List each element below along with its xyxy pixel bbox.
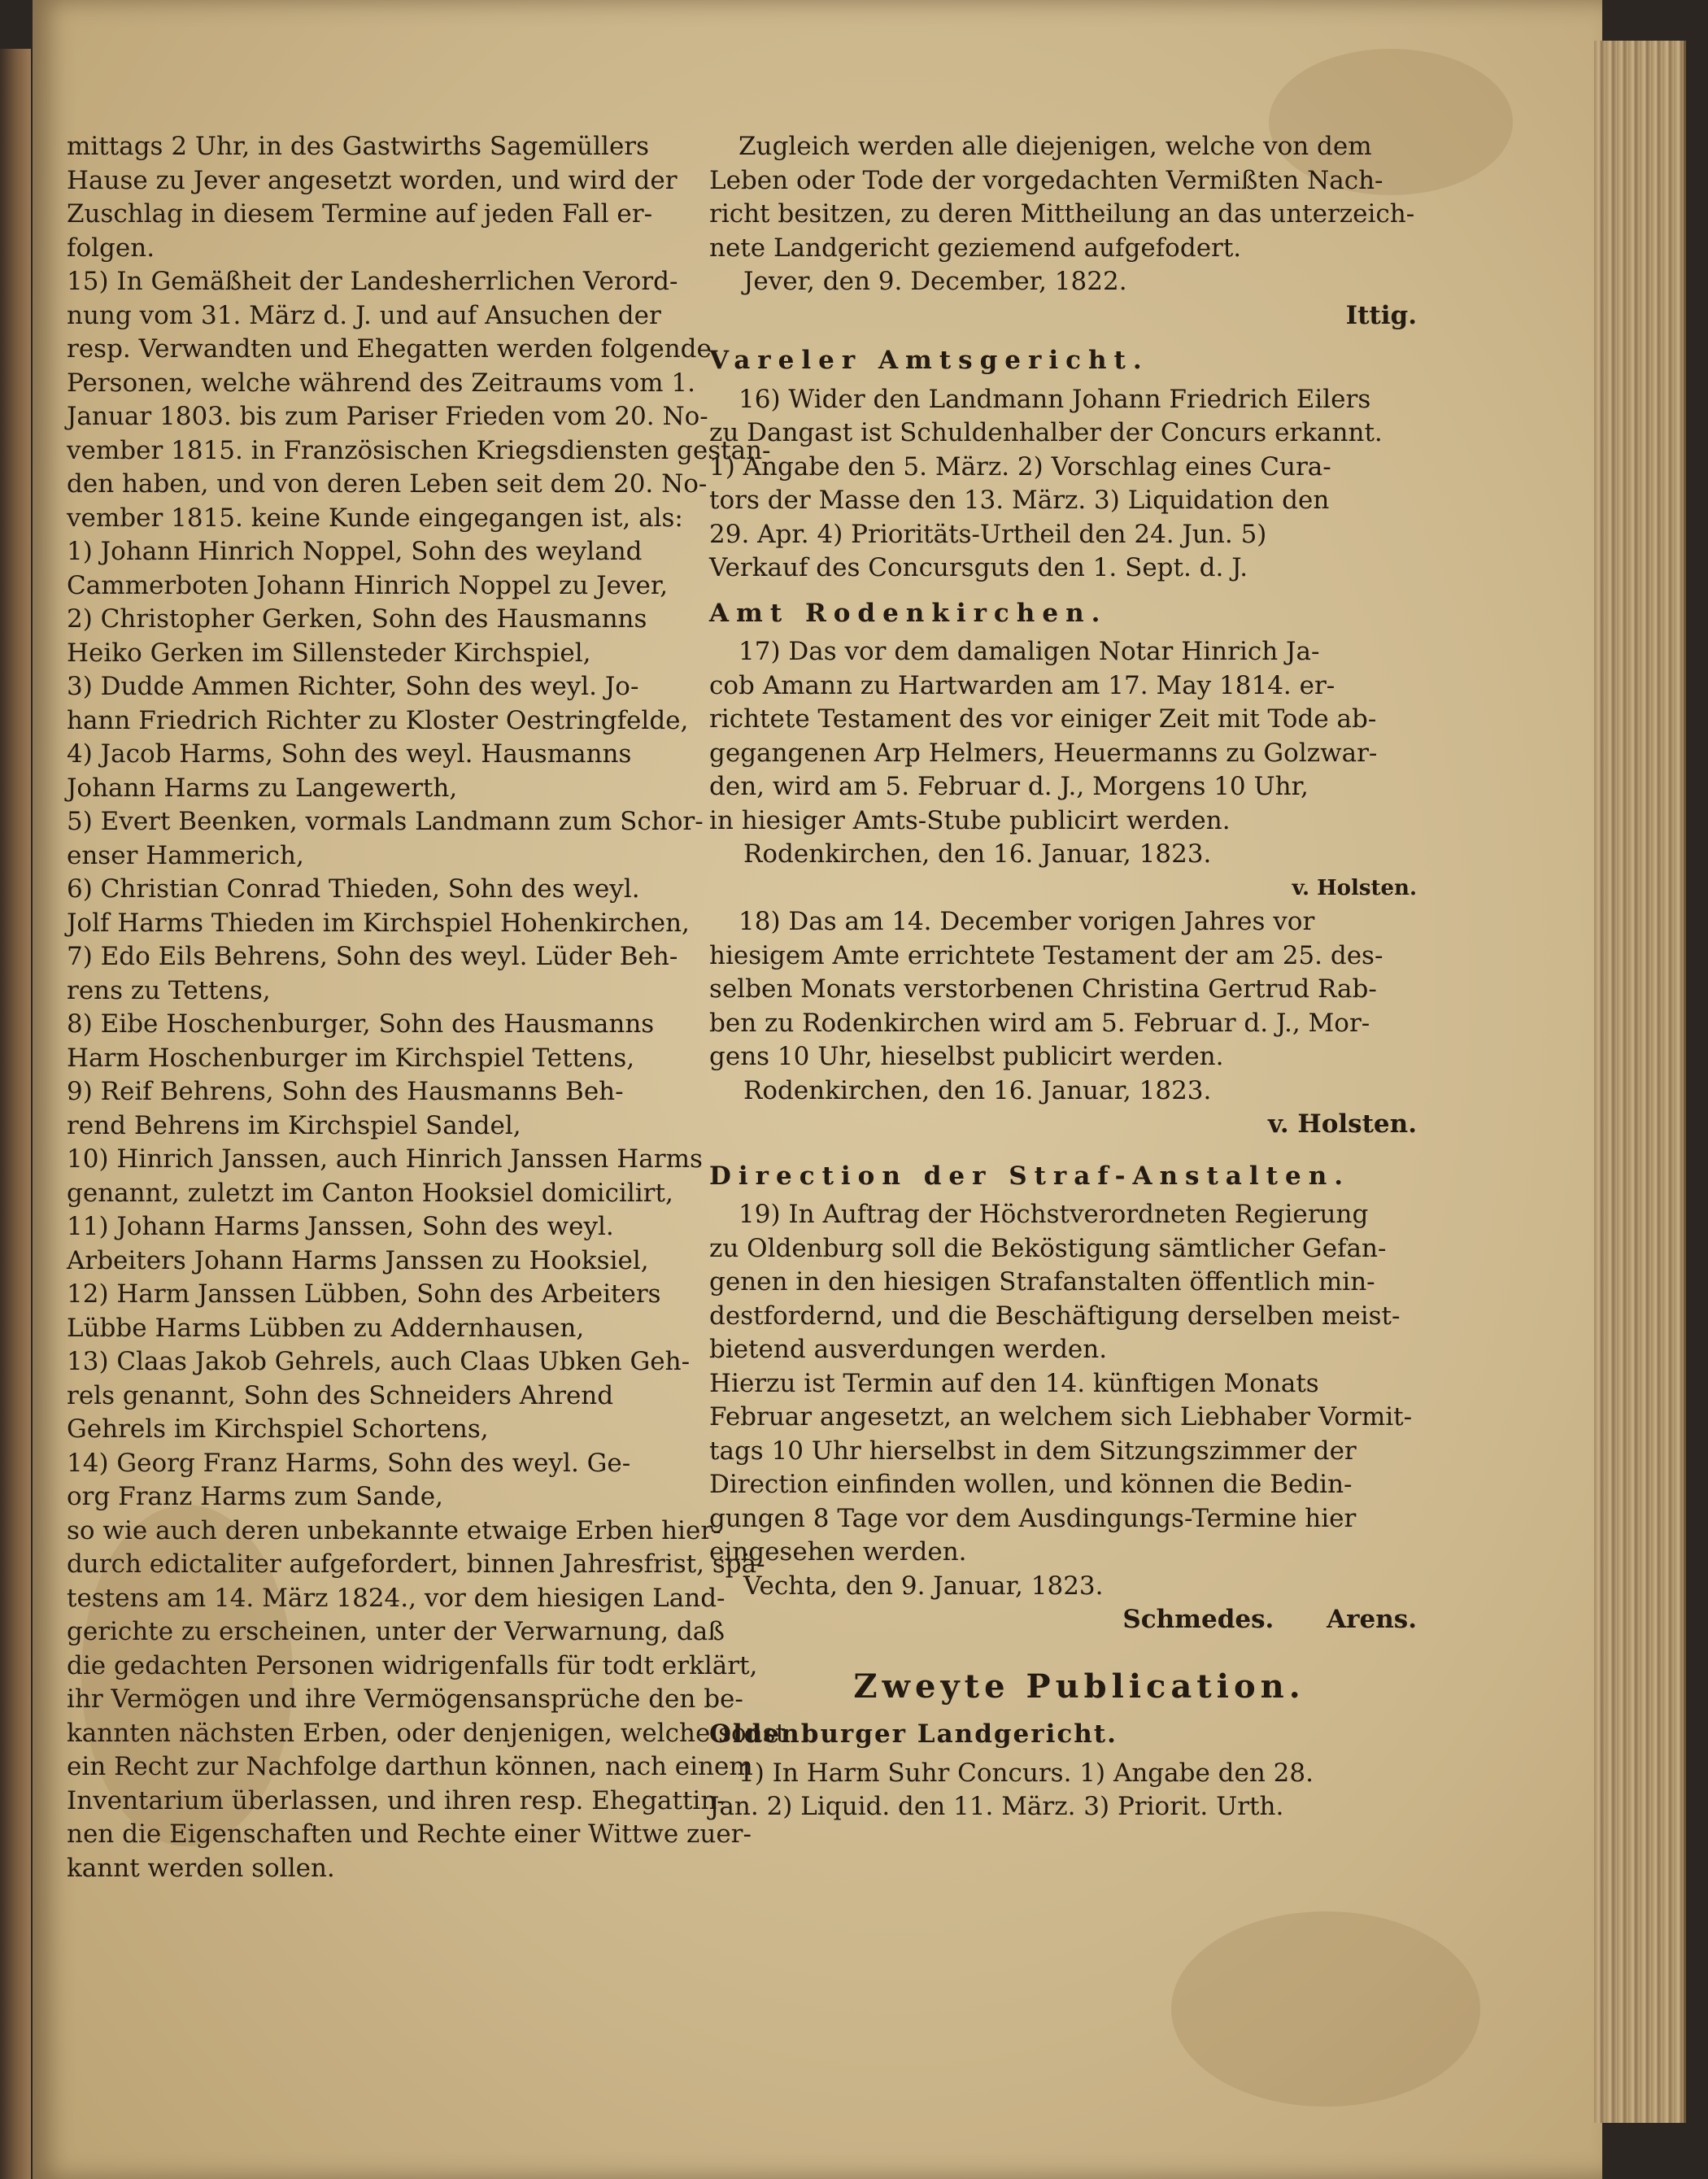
text-line: den haben, und von deren Leben seit dem 20. No- [67, 469, 708, 499]
text-line: 14) Georg Franz Harms, Sohn des weyl. Ge- [67, 1448, 631, 1478]
text-line: zu Dangast ist Schuldenhalber der Concurs erkannt. [709, 418, 1383, 447]
text-line: 17) Das vor dem damaligen Notar Hinrich Ja- [739, 637, 1320, 666]
text-line: ihr Vermögen und ihre Vermögensansprüche den be- [67, 1684, 743, 1714]
text-line: Harm Hoschenburger im Kirchspiel Tettens, [67, 1043, 635, 1073]
text-line: 12) Harm Janssen Lübben, Sohn des Arbeiters [67, 1279, 661, 1309]
text-line: Februar angesetzt, an welchem sich Liebhaber Vormit- [709, 1402, 1413, 1432]
text-line: testens am 14. März 1824., vor dem hiesigen Land- [67, 1583, 725, 1613]
text-line: Direction einfinden wollen, und können die Bedin- [709, 1470, 1353, 1499]
text-line: destfordernd, und die Beschäftigung derselben meist- [709, 1301, 1401, 1331]
text-line: vember 1815. in Französischen Kriegsdiensten gestan- [67, 435, 771, 465]
text-line: bietend ausverdungen werden. [709, 1335, 1108, 1364]
text-line: Verkauf des Concursguts den 1. Sept. d. J. [709, 553, 1248, 582]
text-line: so wie auch deren unbekannte etwaige Erben hier- [67, 1515, 721, 1545]
text-line: vember 1815. keine Kunde eingegangen ist, als: [67, 503, 683, 533]
notice-18 [709, 905, 1449, 1074]
text-line: Cammerboten Johann Hinrich Noppel zu Jever, [67, 570, 669, 600]
text-line: genannt, zuletzt im Canton Hooksiel domicilirt, [67, 1178, 673, 1208]
text-line: 8) Eibe Hoschenburger, Sohn des Hausmanns [67, 1009, 655, 1039]
text-line: Januar 1803. bis zum Pariser Frieden vom 20. No- [67, 402, 708, 431]
left-text-column [67, 130, 786, 1885]
text-line: gens 10 Uhr, hieselbst publicirt werden. [709, 1042, 1224, 1071]
text-line: nete Landgericht geziemend aufgefodert. [709, 233, 1242, 263]
oldenburg-heading: Oldenburger Landgericht. [709, 1719, 1118, 1749]
text-line: rend Behrens im Kirchspiel Sandel, [67, 1110, 521, 1140]
notice-19-signatures: Schmedes. Arens. [1122, 1605, 1417, 1634]
text-line: org Franz Harms zum Sande, [67, 1482, 443, 1511]
text-line: gerichte zu erscheinen, unter der Verwarnung, daß [67, 1617, 725, 1646]
text-line: selben Monats verstorbenen Christina Gertrud Rab- [709, 974, 1377, 1004]
rodenkirchen-heading: Amt Rodenkirchen. [709, 598, 1108, 628]
text-line: nung vom 31. März d. J. und auf Ansuchen der [67, 300, 661, 330]
text-line: gungen 8 Tage vor dem Ausdingungs-Termine hier [709, 1503, 1357, 1533]
intro-signature: Ittig. [1345, 300, 1417, 330]
page-stack-edges [1594, 41, 1686, 2123]
text-line: Gehrels im Kirchspiel Schortens, [67, 1414, 489, 1444]
text-line: Jolf Harms Thieden im Kirchspiel Hohenkirchen, [67, 908, 690, 938]
notice-final [709, 1757, 1449, 1824]
intro-paragraph [709, 130, 1449, 265]
notice-19 [709, 1198, 1449, 1570]
paper-stain [1171, 1911, 1480, 2107]
text-line: in hiesiger Amts-Stube publicirt werden. [709, 805, 1231, 835]
text-line: 1) In Harm Suhr Concurs. 1) Angabe den 28. [739, 1758, 1314, 1788]
text-line: Jan. 2) Liquid. den 11. März. 3) Priorit. Urth. [709, 1792, 1284, 1821]
text-line: cob Amann zu Hartwarden am 17. May 1814. er- [709, 670, 1335, 700]
publication-title: Zweyte Publication. [853, 1667, 1305, 1706]
text-line: 6) Christian Conrad Thieden, Sohn des weyl. [67, 874, 640, 904]
intro-dateline: Jever, den 9. December, 1822. [743, 267, 1127, 296]
text-line: 1) Johann Hinrich Noppel, Sohn des weyland [67, 537, 643, 566]
notice-19-dateline: Vechta, den 9. Januar, 1823. [743, 1571, 1104, 1601]
text-line: Zugleich werden alle diejenigen, welche von dem [739, 132, 1372, 161]
text-line: zu Oldenburg soll die Beköstigung sämtlicher Gefan- [709, 1233, 1387, 1263]
text-line: eingesehen werden. [709, 1537, 967, 1567]
text-line: 18) Das am 14. December vorigen Jahres vor [739, 907, 1315, 936]
text-line: 9) Reif Behrens, Sohn des Hausmanns Beh- [67, 1077, 624, 1106]
text-line: kannt werden sollen. [67, 1853, 335, 1883]
text-line: 2) Christopher Gerken, Sohn des Hausmanns [67, 604, 647, 634]
text-line: den, wird am 5. Februar d. J., Morgens 10 Uhr, [709, 772, 1309, 801]
text-line: folgen. [67, 233, 155, 263]
notice-16 [709, 383, 1449, 586]
text-line: Hause zu Jever angesetzt worden, und wird der [67, 165, 678, 195]
text-line: hann Friedrich Richter zu Kloster Oestringfelde, [67, 705, 689, 735]
text-line: 3) Dudde Ammen Richter, Sohn des weyl. Jo- [67, 672, 639, 701]
notice-18-dateline: Rodenkirchen, den 16. Januar, 1823. [743, 1075, 1212, 1105]
text-line: 10) Hinrich Janssen, auch Hinrich Janssen Harms [67, 1144, 703, 1174]
text-line: tags 10 Uhr hierselbst in dem Sitzungszimmer der [709, 1436, 1357, 1466]
text-line: 11) Johann Harms Janssen, Sohn des weyl. [67, 1212, 614, 1241]
text-line: ben zu Rodenkirchen wird am 5. Februar d. J., Mor- [709, 1008, 1370, 1038]
text-line: 19) In Auftrag der Höchstverordneten Regierung [739, 1200, 1369, 1229]
text-line: Hierzu ist Termin auf den 14. künftigen Monats [709, 1368, 1319, 1398]
text-line: ein Recht zur Nachfolge darthun können, nach einem [67, 1752, 753, 1781]
text-line: die gedachten Personen widrigenfalls für todt erklärt, [67, 1650, 758, 1680]
varel-heading: Vareler Amtsgericht. [709, 346, 1149, 375]
text-line: rels genannt, Sohn des Schneiders Ahrend [67, 1380, 614, 1410]
text-line: 5) Evert Beenken, vormals Landmann zum Schor- [67, 807, 704, 836]
text-line: resp. Verwandten und Ehegatten werden folgende [67, 334, 712, 364]
text-line: enser Hammerich, [67, 840, 304, 870]
notice-18-signature: v. Holsten. [1267, 1109, 1417, 1139]
text-line: tors der Masse den 13. März. 3) Liquidation den [709, 486, 1330, 515]
text-line: richtete Testament des vor einiger Zeit mit Tode ab- [709, 704, 1377, 734]
notice-17-dateline: Rodenkirchen, den 16. Januar, 1823. [743, 839, 1212, 869]
left-page-edge [0, 49, 31, 2179]
text-line: 1) Angabe den 5. März. 2) Vorschlag eines Cura- [709, 451, 1331, 482]
text-line: richt besitzen, zu deren Mittheilung an das unterzeich- [709, 199, 1415, 229]
text-line: gegangenen Arp Helmers, Heuermanns zu Golzwar- [709, 738, 1378, 768]
text-line: 4) Jacob Harms, Sohn des weyl. Hausmanns [67, 739, 632, 769]
text-line: mittags 2 Uhr, in des Gastwirths Sagemüllers [67, 132, 650, 161]
text-line: hiesigem Amte errichtete Testament der am 25. des- [709, 940, 1383, 970]
text-line: Arbeiters Johann Harms Janssen zu Hooksiel, [67, 1245, 649, 1275]
notice-17-signature: v. Holsten. [1292, 875, 1417, 900]
text-line: Lübbe Harms Lübben zu Addernhausen, [67, 1313, 585, 1343]
text-line: kannten nächsten Erben, oder denjenigen, welche sonst [67, 1718, 786, 1748]
text-line: 13) Claas Jakob Gehrels, auch Claas Ubken Geh- [67, 1347, 691, 1376]
text-line: Inventarium überlassen, und ihren resp. Ehegattin- [67, 1785, 725, 1815]
text-line: 15) In Gemäßheit der Landesherrlichen Verord- [67, 267, 678, 296]
text-line: 29. Apr. 4) Prioritäts-Urtheil den 24. Jun. 5) [709, 519, 1267, 549]
text-line: 7) Edo Eils Behrens, Sohn des weyl. Lüder Beh- [67, 942, 678, 971]
text-line: durch edictaliter aufgefordert, binnen Jahresfrist, spä- [67, 1549, 765, 1579]
text-line: genen in den hiesigen Strafanstalten öffentlich min- [709, 1267, 1375, 1297]
text-line: Leben oder Tode der vorgedachten Vermißten Nach- [709, 165, 1383, 195]
direction-heading: Direction der Straf-Anstalten. [709, 1161, 1351, 1191]
text-line: Heiko Gerken im Sillensteder Kirchspiel, [67, 638, 591, 668]
text-line: Personen, welche während des Zeitraums vom 1. [67, 368, 695, 398]
right-text-column [709, 130, 1449, 1824]
notice-17 [709, 635, 1449, 838]
text-line: Johann Harms zu Langewerth, [67, 773, 458, 803]
text-line: Zuschlag in diesem Termine auf jeden Fall er- [67, 199, 653, 229]
text-line: nen die Eigenschaften und Rechte einer Wittwe zuer- [67, 1819, 752, 1849]
text-line: 16) Wider den Landmann Johann Friedrich Eilers [739, 384, 1371, 414]
text-line: rens zu Tettens, [67, 975, 271, 1005]
